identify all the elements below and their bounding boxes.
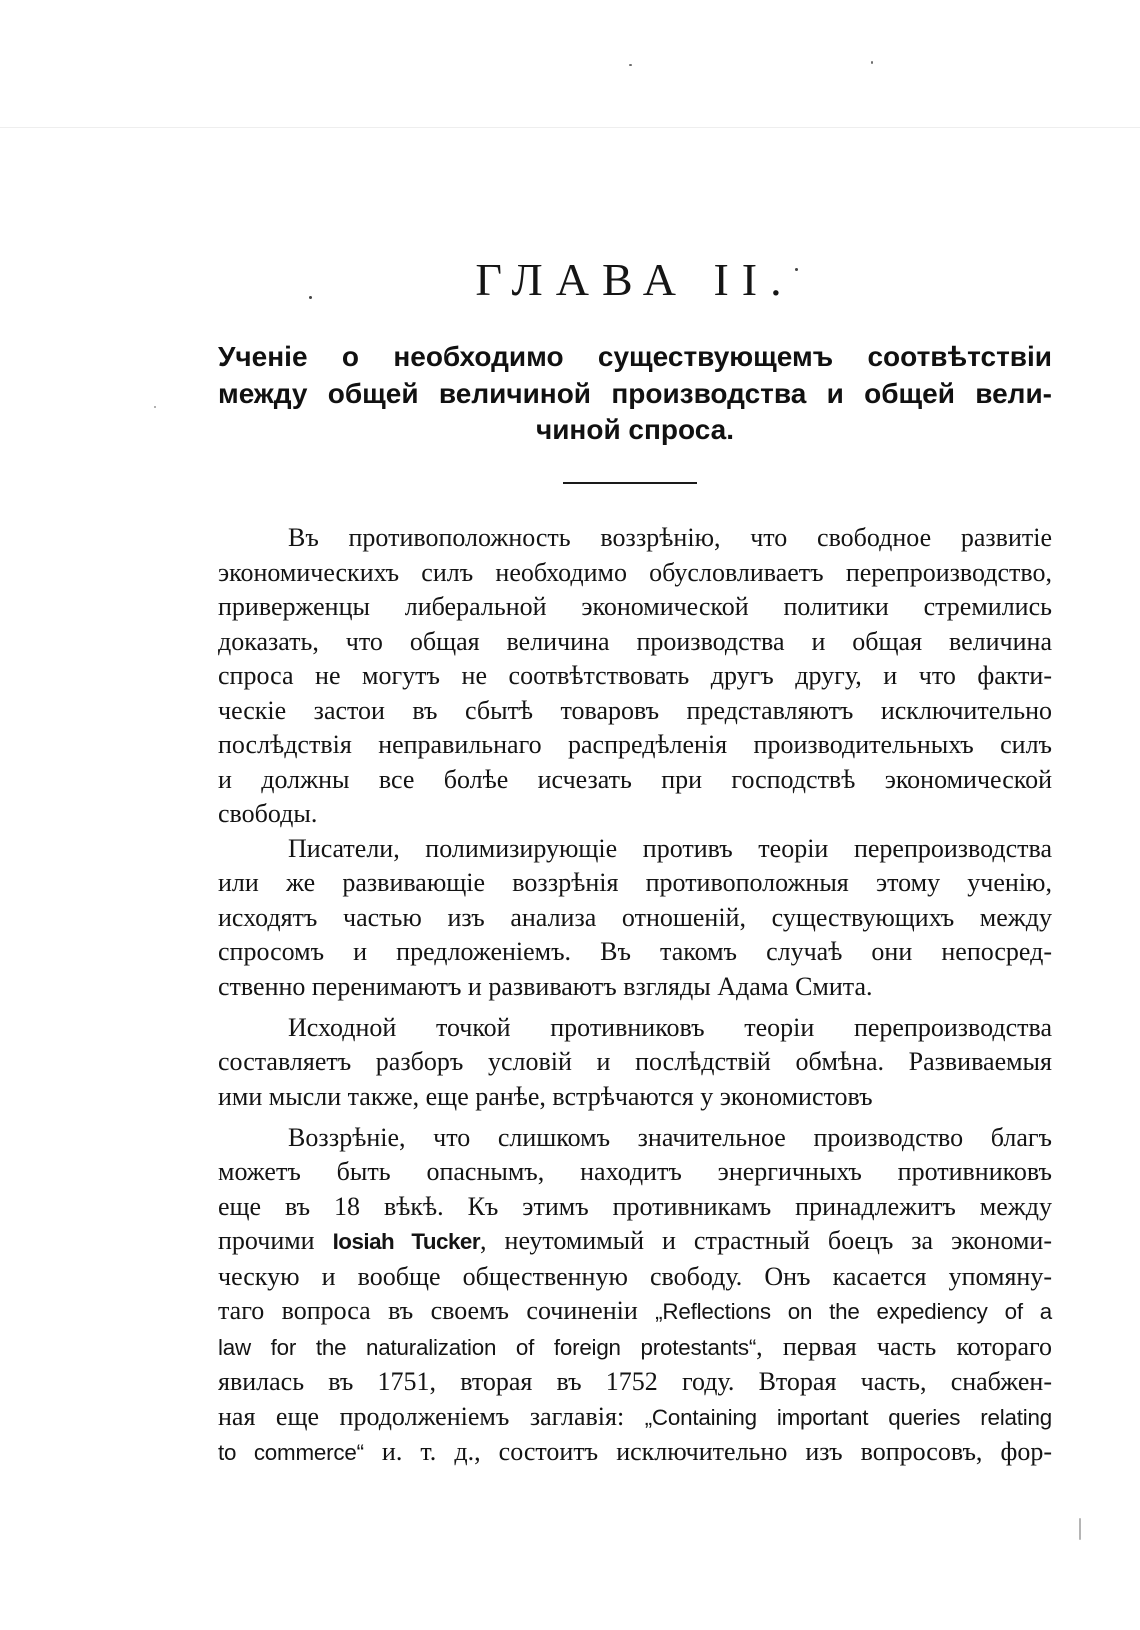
author-name: Iosiah Tucker — [332, 1229, 481, 1254]
text-line: явилась въ 1751, вторая въ 1752 году. Вторая часть, снабжен- — [218, 1367, 1052, 1396]
latin-title: to commerce“ — [218, 1440, 364, 1465]
text-segment: и. т. д., состоитъ исключительно изъ вопросовъ, фор- — [363, 1437, 1052, 1466]
latin-title: „Containing important queries relating — [644, 1404, 1052, 1430]
text-line: экономическихъ силъ необходимо обусловливаетъ перепроизводство, — [218, 557, 1052, 587]
subtitle-line: чиной спроса. — [535, 414, 735, 445]
paragraph — [218, 1121, 1052, 1471]
paragraph — [218, 521, 1052, 832]
text-line: составляетъ разборъ условій и послѣдствій обмѣна. Развиваемыя — [218, 1047, 1052, 1076]
text-line — [218, 1400, 1052, 1436]
text-line: ческіе застои въ сбытѣ товаровъ представляютъ исключительно — [218, 695, 1052, 725]
scan-mark — [1079, 1518, 1081, 1540]
text-segment: , первая часть котораго — [756, 1331, 1053, 1361]
text-line: и должны все болѣе исчезать при господствѣ экономической — [218, 764, 1052, 794]
text-line: Въ противоположность воззрѣнію, что свободное развитіе — [288, 523, 1052, 552]
scan-speck — [871, 61, 873, 64]
text-line — [218, 1224, 1052, 1260]
text-line: послѣдствія неправильнаго распредѣленія производительныхъ силъ — [218, 730, 1052, 759]
latin-title: law for the naturalization of foreign protestants“ — [218, 1334, 757, 1360]
body-text — [218, 521, 1052, 1471]
subtitle-line: Ученіе о необходимо существующемъ соотвѣтствіи — [218, 341, 1052, 372]
text-line — [218, 1435, 1052, 1471]
text-line: приверженцы либеральной экономической политики стремились — [218, 592, 1052, 621]
text-line: или же развивающіе воззрѣнія противоположныя этому ученію, — [218, 868, 1052, 897]
text-line: ственно перенимаютъ и развиваютъ взгляды Адама Смита. — [218, 971, 873, 1001]
chapter-heading: ГЛАВА II. — [475, 254, 795, 305]
text-line: ими мысли также, еще ранѣе, встрѣчаются у экономистовъ — [218, 1081, 873, 1111]
text-segment: таго вопроса въ своемъ сочиненіи — [218, 1296, 656, 1325]
text-segment: , неутомимый и страстный боецъ за экономи- — [480, 1226, 1052, 1255]
text-line: ческую и вообще общественную свободу. Онъ касается упомяну- — [218, 1261, 1052, 1291]
text-segment: прочими — [218, 1226, 333, 1255]
scan-edge-line — [0, 127, 1140, 128]
text-line: Писатели, полимизирующіе противъ теоріи перепроизводства — [288, 833, 1052, 863]
text-line: свободы. — [218, 799, 318, 828]
paragraph — [218, 832, 1052, 1005]
chapter-subtitle — [218, 339, 1052, 449]
paragraph — [218, 1011, 1052, 1115]
scan-speck — [629, 64, 632, 66]
text-line: Исходной точкой противниковъ теоріи перепроизводства — [288, 1012, 1052, 1042]
text-line: можетъ быть опаснымъ, находитъ энергичныхъ противниковъ — [218, 1157, 1052, 1186]
text-segment: ная еще продолженіемъ заглавія: — [218, 1401, 645, 1431]
text-line: исходятъ частью изъ анализа отношеній, существующихъ между — [218, 902, 1052, 932]
text-line — [218, 1294, 1052, 1330]
scan-speck — [154, 406, 156, 408]
subtitle-line: между общей величиной производства и общей вели- — [218, 377, 1052, 409]
section-divider — [563, 482, 697, 484]
text-line: доказать, что общая величина производства и общая величина — [218, 626, 1052, 656]
text-line: еще въ 18 вѣкѣ. Къ этимъ противникамъ принадлежитъ между — [218, 1191, 1052, 1221]
text-line: Воззрѣніе, что слишкомъ значительное производство благъ — [288, 1122, 1052, 1152]
text-line: спроса не могутъ не соотвѣтствовать другъ другу, и что факти- — [218, 661, 1052, 690]
text-line: спросомъ и предложеніемъ. Въ такомъ случаѣ они непосред- — [218, 937, 1052, 966]
text-line — [218, 1330, 1052, 1366]
latin-title: „Reflections on the expediency of a — [655, 1299, 1052, 1324]
